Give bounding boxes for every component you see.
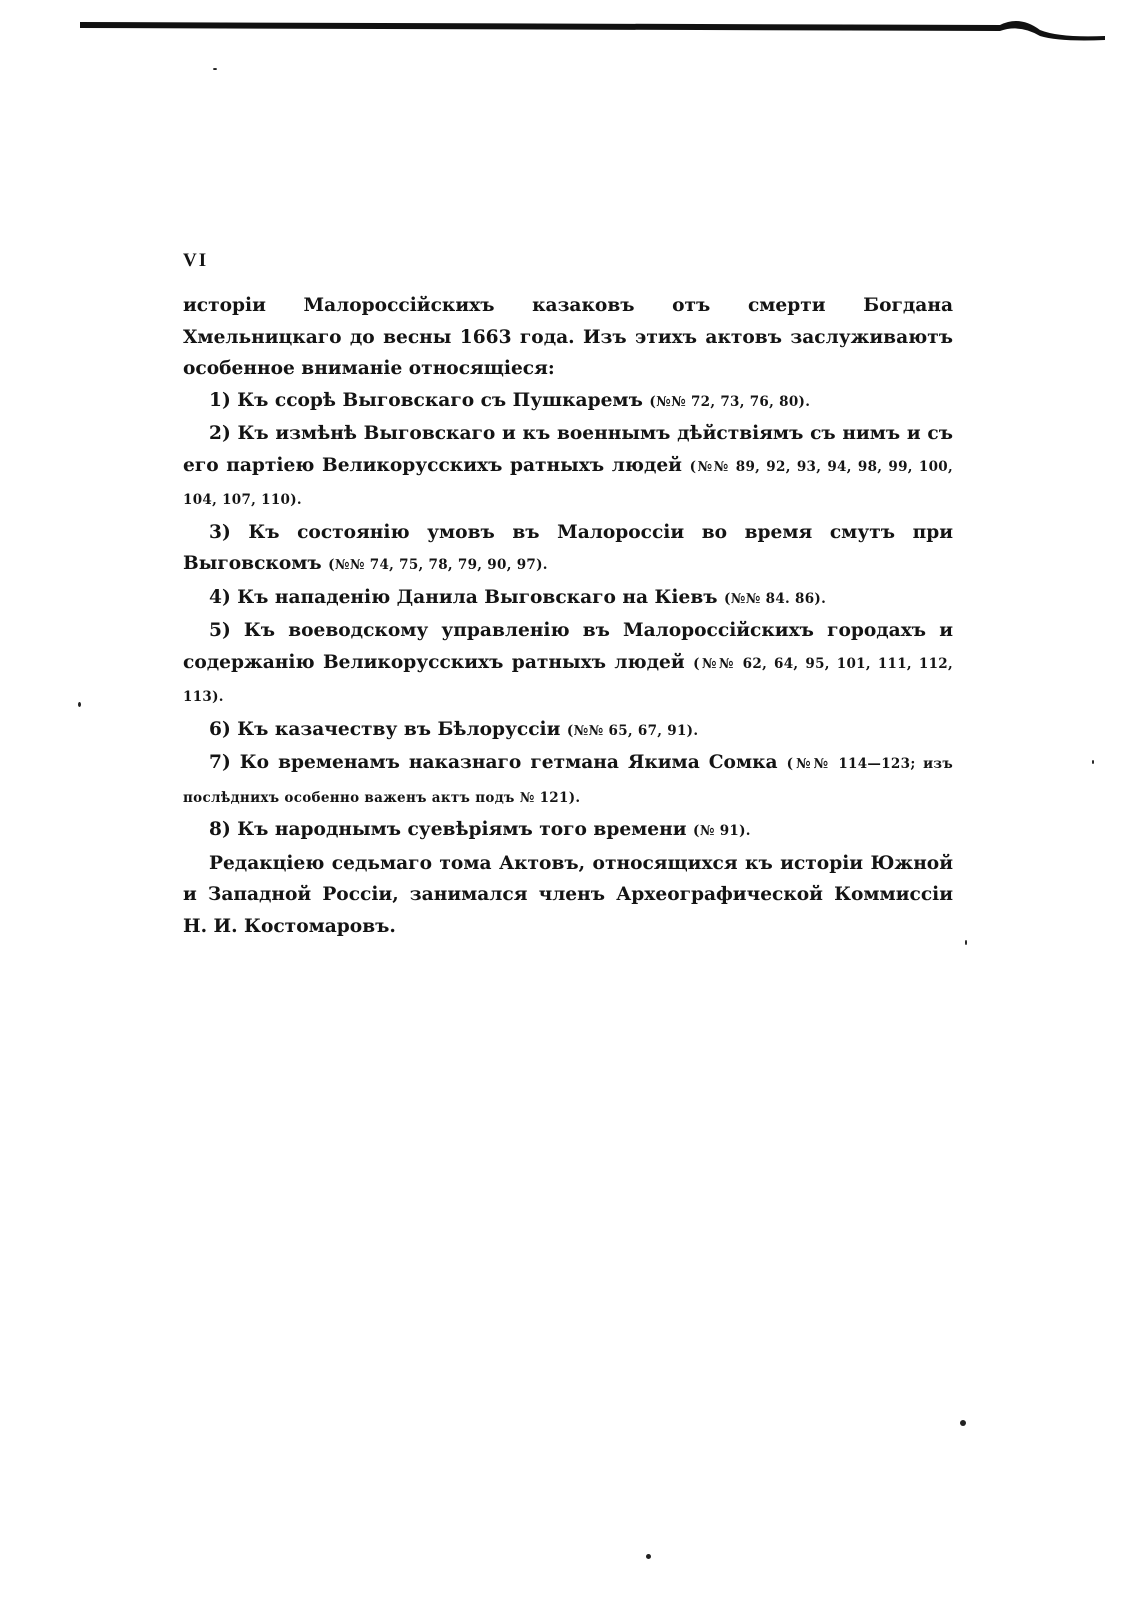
item-references: (№№ 74, 75, 78, 79, 90, 97).	[328, 557, 548, 573]
item-text: Къ измѣнѣ Выговскаго и къ военнымъ дѣйствіямъ съ нимъ и съ его партіею Великорусскихъ ратныхъ людей	[183, 423, 953, 476]
closing-paragraph: Редакціею седьмаго тома Актовъ, относящихся къ исторіи Южной и Западной Россіи, занимался членъ Археографической Коммиссіи Н. И. Костомаровъ.	[183, 852, 953, 937]
scan-speck	[960, 1420, 966, 1426]
item-number: 8)	[209, 819, 231, 840]
list-item	[183, 814, 953, 848]
scan-speck	[78, 702, 81, 707]
list-item	[183, 714, 953, 748]
list-item	[183, 582, 953, 616]
item-text: Къ воеводскому управленію въ Малороссійскихъ городахъ и содержанію Великорусскихъ ратныхъ людей	[183, 620, 953, 673]
item-number: 3)	[209, 521, 231, 543]
item-references: (№№ 62, 64, 95, 101, 111, 112, 113).	[183, 655, 953, 705]
item-references: (№ 91).	[693, 823, 751, 839]
item-text: Къ народнымъ суевѣріямъ того времени	[237, 819, 687, 840]
item-text: Къ нападенію Данила Выговскаго на Кіевъ	[237, 586, 718, 608]
scan-speck	[965, 940, 967, 945]
item-number: 1)	[209, 389, 231, 411]
list-item	[183, 615, 953, 714]
item-number: 6)	[209, 718, 231, 740]
page-number: VI	[183, 250, 209, 271]
item-text: Къ состоянію умовъ въ Малороссіи во время смутъ при Выговскомъ	[183, 521, 953, 574]
item-references: (№№ 89, 92, 93, 94, 98, 99, 100, 104, 107, 110).	[183, 458, 954, 508]
scan-speck	[646, 1554, 651, 1559]
scan-speck	[213, 68, 217, 70]
top-rule	[0, 0, 1140, 60]
item-references: (№№ 114—123; изъ послѣднихъ особенно важенъ актъ подъ № 121).	[183, 756, 954, 806]
item-text: Къ ссорѣ Выговскаго съ Пушкаремъ	[237, 389, 643, 411]
list-item	[183, 747, 953, 814]
item-references: (№№ 65, 67, 91).	[566, 722, 699, 739]
item-number: 2)	[209, 423, 231, 444]
list-item	[183, 385, 953, 419]
item-text: Ко временамъ наказнаго гетмана Якима Сомка	[239, 752, 778, 773]
item-number: 5)	[209, 620, 231, 641]
body-text	[183, 290, 953, 942]
list-item	[183, 517, 953, 582]
item-text: Къ казачеству въ Бѣлоруссіи	[237, 718, 561, 740]
item-number: 7)	[209, 752, 231, 773]
intro-paragraph: исторіи Малороссійскихъ казаковъ отъ смерти Богдана Хмельницкаго до весны 1663 года. Изъ этихъ актовъ заслуживаютъ особенное вниманіе относящіеся:	[183, 295, 953, 379]
item-references: (№№ 72, 73, 76, 80).	[649, 393, 811, 410]
item-references: (№№ 84. 86).	[724, 590, 827, 607]
list-item	[183, 418, 953, 517]
item-number: 4)	[209, 586, 231, 608]
scan-speck	[1092, 760, 1094, 764]
